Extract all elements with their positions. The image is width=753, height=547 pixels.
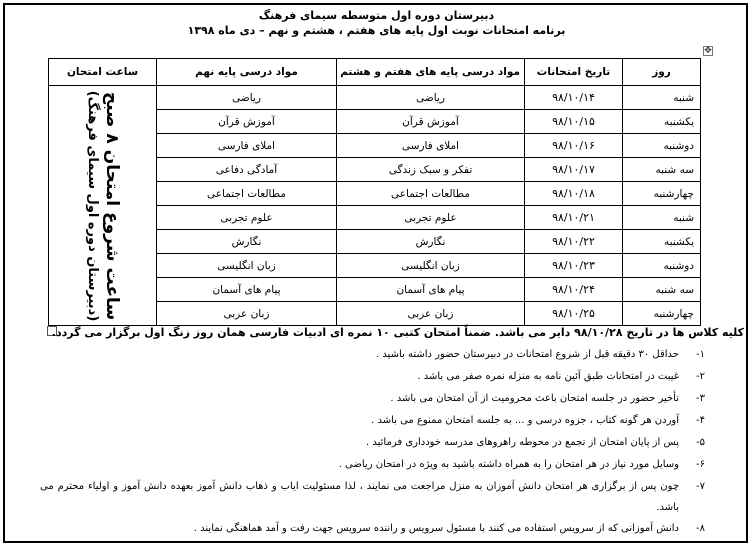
header-date: تاریخ امتحانات bbox=[525, 59, 623, 86]
grade9-subject-cell: آموزش قرآن bbox=[157, 110, 337, 134]
date-cell: ۹۸/۱۰/۱۸ bbox=[525, 182, 623, 206]
list-item bbox=[40, 432, 705, 454]
list-item bbox=[40, 518, 705, 540]
day-cell: سه شنبه bbox=[623, 158, 701, 182]
list-item bbox=[40, 410, 705, 432]
classes-note: کلیه کلاس ها در تاریخ ۹۸/۱۰/۲۸ دایر می باشد. ضمناً امتحان کتبی ۱۰ نمره ای ادبیات فارسی همان روز زنگ اول برگزار می گردد. bbox=[51, 326, 744, 339]
day-cell: چهارشنبه bbox=[623, 302, 701, 326]
grade78-subject-cell: تفکر و سبک زندگی bbox=[337, 158, 525, 182]
rule-text: حداقل ۳۰ دقیقه قبل از شروع امتحانات در دبیرستان حضور داشته باشید . bbox=[375, 349, 679, 360]
exam-start-time: ساعت شروع امتحان ۸ صبح bbox=[101, 91, 122, 320]
grade78-subject-cell: پیام های آسمان bbox=[337, 278, 525, 302]
list-item bbox=[40, 476, 705, 518]
day-cell: شنبه bbox=[623, 86, 701, 110]
rule-number: ۴- bbox=[696, 415, 705, 426]
grade9-subject-cell: ریاضی bbox=[157, 86, 337, 110]
grade78-subject-cell: آموزش قرآن bbox=[337, 110, 525, 134]
rule-text: چون پس از برگزاری هر امتحان دانش آموزان به منزل مراجعت می نمایند ، لذا مسئولیت ایاب و ذهاب دانش آموز بعهده دانش آموز و اولیاء محترم می باشد. bbox=[40, 481, 679, 513]
table-row bbox=[49, 86, 701, 110]
table-move-handle[interactable]: ✥ bbox=[704, 46, 712, 56]
exam-rules-list bbox=[40, 344, 705, 540]
date-cell: ۹۸/۱۰/۲۲ bbox=[525, 230, 623, 254]
date-cell: ۹۸/۱۰/۱۷ bbox=[525, 158, 623, 182]
day-cell: دوشنبه bbox=[623, 254, 701, 278]
grade9-subject-cell: زبان عربی bbox=[157, 302, 337, 326]
exam-schedule-table bbox=[48, 58, 701, 326]
rule-text: آوردن هر گونه کتاب ، جزوه درسی و ... به جلسه امتحان ممنوع می باشد . bbox=[371, 415, 679, 426]
grade78-subject-cell: نگارش bbox=[337, 230, 525, 254]
rule-number: ۳- bbox=[696, 393, 705, 404]
grade78-subject-cell: املای فارسی bbox=[337, 134, 525, 158]
rule-text: وسایل مورد نیاز در هر امتحان را به همراه داشته باشید به ویژه در امتحان ریاضی . bbox=[338, 459, 679, 470]
rule-number: ۵- bbox=[696, 437, 705, 448]
grade78-subject-cell: مطالعات اجتماعی bbox=[337, 182, 525, 206]
rule-number: ۷- bbox=[696, 481, 705, 492]
school-name: دبیرستان دوره اول متوسطه سیمای فرهنگ bbox=[258, 9, 495, 22]
rule-text: پس از پایان امتحان از تجمع در محوطه راهروهای مدرسه خودداری فرمائید . bbox=[366, 437, 679, 448]
document-title: برنامه امتحانات نوبت اول پایه های هفتم ، هشتم و نهم – دی ماه ۱۳۹۸ bbox=[187, 24, 566, 37]
date-cell: ۹۸/۱۰/۲۳ bbox=[525, 254, 623, 278]
grade78-subject-cell: زبان انگلیسی bbox=[337, 254, 525, 278]
rule-number: ۱- bbox=[696, 349, 705, 360]
list-item bbox=[40, 344, 705, 366]
header-time: ساعت امتحان bbox=[49, 59, 157, 86]
list-item bbox=[40, 388, 705, 410]
header-grade78: مواد درسی پایه های هفتم و هشتم bbox=[337, 59, 525, 86]
document-header bbox=[0, 8, 753, 38]
grade9-subject-cell: زبان انگلیسی bbox=[157, 254, 337, 278]
day-cell: شنبه bbox=[623, 206, 701, 230]
date-cell: ۹۸/۱۰/۲۴ bbox=[525, 278, 623, 302]
day-cell: سه شنبه bbox=[623, 278, 701, 302]
grade9-subject-cell: آمادگی دفاعی bbox=[157, 158, 337, 182]
rule-number: ۶- bbox=[696, 459, 705, 470]
date-cell: ۹۸/۱۰/۲۱ bbox=[525, 206, 623, 230]
date-cell: ۹۸/۱۰/۱۵ bbox=[525, 110, 623, 134]
grade9-subject-cell: املای فارسی bbox=[157, 134, 337, 158]
day-cell: یکشنبه bbox=[623, 230, 701, 254]
grade9-subject-cell: مطالعات اجتماعی bbox=[157, 182, 337, 206]
list-item bbox=[40, 366, 705, 388]
day-cell: دوشنبه bbox=[623, 134, 701, 158]
header-grade9: مواد درسی پایه نهم bbox=[157, 59, 337, 86]
date-cell: ۹۸/۱۰/۲۵ bbox=[525, 302, 623, 326]
rule-text: دانش آموزانی که از سرویس استفاده می کنند با مسئول سرویس و راننده سرویس جهت رفت و آمد هماهنگی نمایند . bbox=[193, 523, 679, 534]
grade9-subject-cell: پیام های آسمان bbox=[157, 278, 337, 302]
day-cell: یکشنبه bbox=[623, 110, 701, 134]
grade9-subject-cell: نگارش bbox=[157, 230, 337, 254]
date-cell: ۹۸/۱۰/۱۴ bbox=[525, 86, 623, 110]
date-cell: ۹۸/۱۰/۱۶ bbox=[525, 134, 623, 158]
grade78-subject-cell: زبان عربی bbox=[337, 302, 525, 326]
exam-school-name: (دبیرستان دوره اول سیمای فرهنگ) bbox=[84, 90, 100, 321]
rule-number: ۸- bbox=[696, 523, 705, 534]
header-day: روز bbox=[623, 59, 701, 86]
rule-text: غیبت در امتحانات طبق آئین نامه به منزله نمره صفر می باشد . bbox=[417, 371, 679, 382]
grade9-subject-cell: علوم تجربی bbox=[157, 206, 337, 230]
day-cell: چهارشنبه bbox=[623, 182, 701, 206]
rule-text: تأخیر حضور در جلسه امتحان باعث محرومیت از آن امتحان می باشد . bbox=[390, 393, 679, 404]
grade78-subject-cell: ریاضی bbox=[337, 86, 525, 110]
table-header-row bbox=[49, 59, 701, 86]
list-item bbox=[40, 454, 705, 476]
grade78-subject-cell: علوم تجربی bbox=[337, 206, 525, 230]
exam-time-cell bbox=[49, 86, 157, 326]
rule-number: ۲- bbox=[696, 371, 705, 382]
